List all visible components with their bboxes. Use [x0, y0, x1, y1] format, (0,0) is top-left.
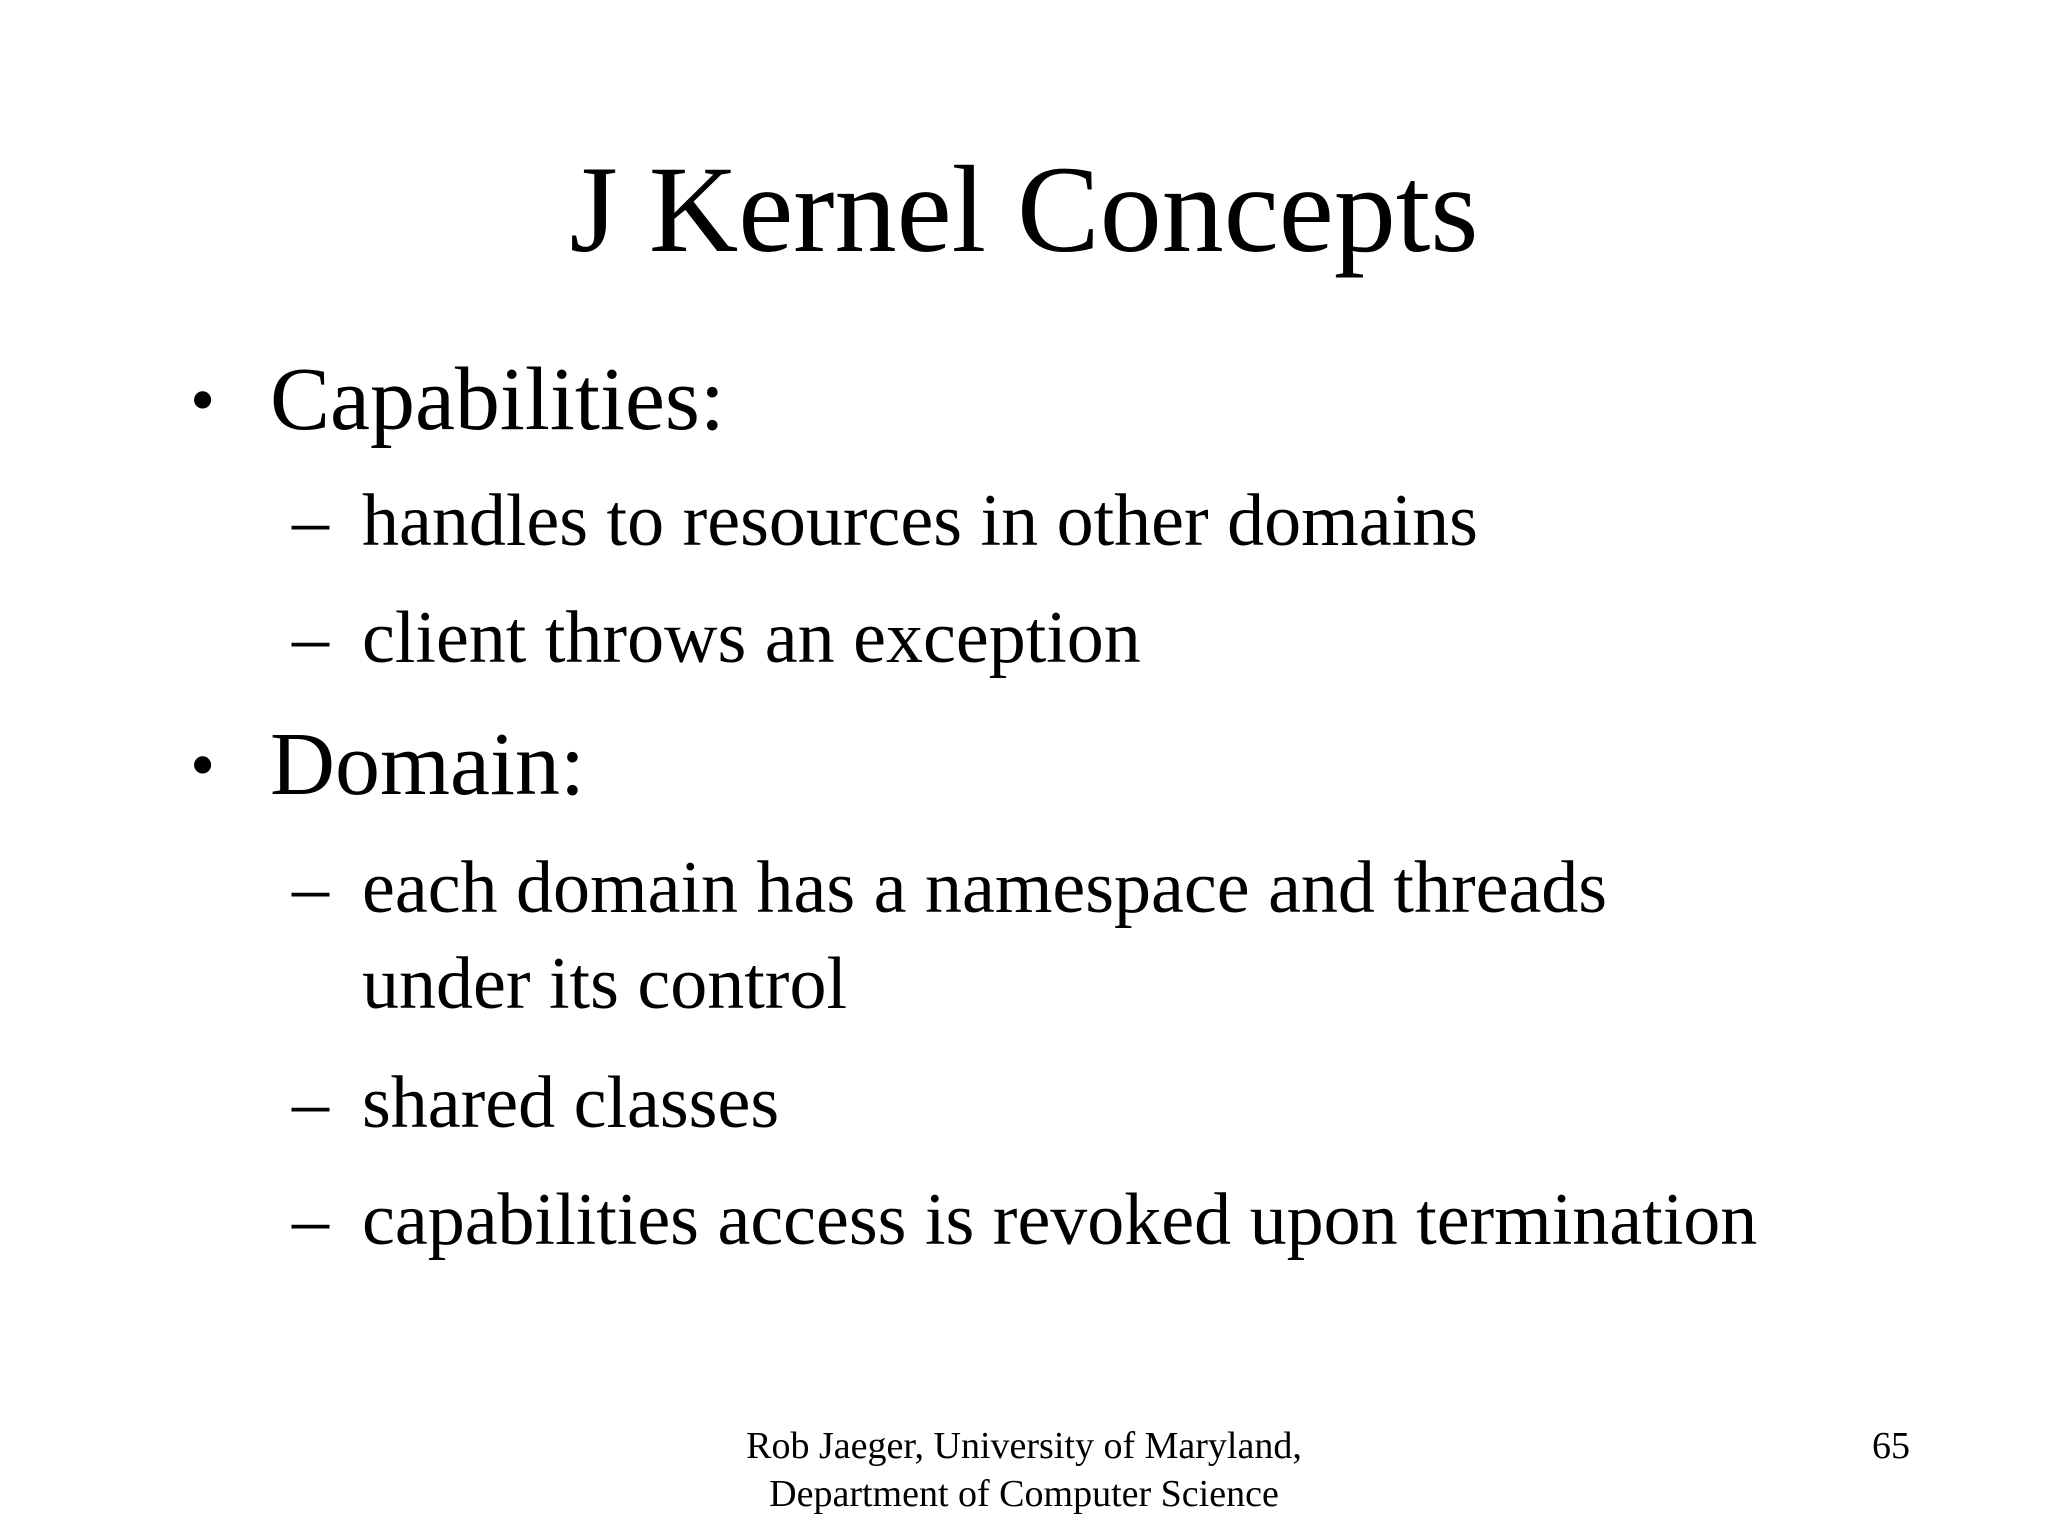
subitem-text: client throws an exception: [362, 597, 1141, 679]
subitem-text-line1: each domain has a namespace and threads: [362, 847, 1608, 929]
bullet-text: Domain:: [270, 715, 585, 814]
subitem-mark: –: [292, 1179, 329, 1261]
bullet-mark: •: [190, 725, 216, 805]
subitem-text-line2: under its control: [362, 943, 848, 1025]
bullet-mark: •: [190, 360, 216, 440]
subitem-mark: –: [292, 847, 329, 929]
bullet-text: Capabilities:: [270, 350, 725, 449]
subitem-text: shared classes: [362, 1062, 780, 1144]
subitem-mark: –: [292, 480, 329, 562]
subitem-text: capabilities access is revoked upon termination: [362, 1179, 1758, 1261]
subitem-mark: –: [292, 597, 329, 679]
subitem-mark: –: [292, 1062, 329, 1144]
slide-footer: [574, 1422, 1474, 1518]
page-number: 65: [1872, 1425, 1910, 1467]
footer-line-author: Rob Jaeger, University of Maryland,: [746, 1425, 1302, 1467]
footer-line-department: Department of Computer Science: [769, 1473, 1279, 1515]
slide-title: J Kernel Concepts: [569, 141, 1479, 278]
subitem-text: handles to resources in other domains: [362, 480, 1478, 562]
